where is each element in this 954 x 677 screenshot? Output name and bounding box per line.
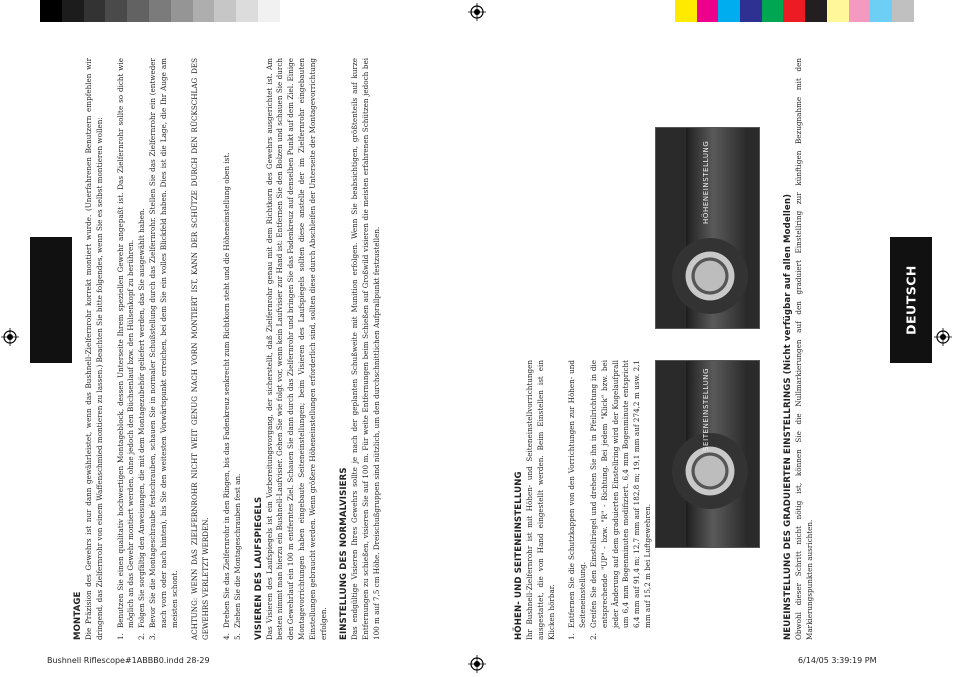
color-swatch bbox=[805, 0, 827, 22]
gray-swatch bbox=[62, 0, 84, 22]
normalvisier-text: Das endgültige Visieren Ihres Gewehrs sollte je nach der geplanten Schußweite mit Munition erfolgen. Wenn Sie beabsichtigen, größtenteils auf kurze Entfernungen zu schießen, visieren Sie auf 100 m. Für weite Entfernungen beim Schießen auf Großwild visieren die meisten erfahrenen Schützen jedoch bei 100 m auf 7,5 cm Höhe. Dreischußgruppen sind nützlich, um den durchschnittlichen Aufprallpunkt festzustellen. bbox=[350, 58, 381, 640]
graduierten-text: Obwohl dieser Schritt nicht nötig ist, können Sie die Nullmarkierungen auf den graduiert Einstellring zur künftigen Bezugnahme mit den Markierungspunkten ausrichten. bbox=[794, 58, 814, 640]
gray-swatch bbox=[193, 0, 215, 22]
registration-mark-icon bbox=[468, 655, 486, 673]
left-thumb-tab bbox=[30, 237, 72, 363]
list-item: 4. Drehen Sie das Zielfernrohr in den Ringen, bis das Fadenkreuz senkrecht zum Richtkorn steht und die Höheneinstellung oben ist. bbox=[221, 152, 231, 640]
language-tab bbox=[890, 237, 932, 363]
elevation-caption: HÖHENEINSTELLUNG bbox=[702, 140, 710, 224]
windage-turret-photo bbox=[655, 360, 760, 548]
elevation-knob-icon bbox=[672, 238, 748, 314]
laufspiegel-text: Das Visieren des Laufspiegels ist ein Vorbereitungsvorgang, der sicherstellt, daß Zielfernrohr genau mit dem Richtkorn des Gewehrs ausgerichtet ist. Am besten nimmt man hierzu ein Bushnell-Laufvisier. Gehen Sie wie folgt vor, wenn kein Laufvisier zur Hand ist: Entfernen Sie den Bolzen und schauen Sie durch den Gewehrlauf ein 100 m entferntes Ziel. Schauen Sie dann durch das Zielfernrohr und bringen Sie das Fadenkreuz auf denselben Punkt auf dem Ziel. Einige Montagevorrichtungen haben eingebaute Seiteneinstellungen; beim Visieren des Laufspiegels sollten diese anstelle der im Zielfernrohr eingebauten Einstellungen gebraucht werden. Wenn größere Höheneinstellungen erforderlich sind, sollten diese durch Abschleifen der Unterseite der Montagevorrichtung erfolgen. bbox=[264, 58, 328, 640]
list-item: 3. Bevor Sie die Montageschraube festschrauben, schauen Sie in normaler Schußstellung durch das Zielfernrohr. Stellen Sie das Zielfernrohr ein (entweder nach vorn oder nach hinten), bis Sie den weitesten Vorwärtspunkt erreichen, bei dem Sie ein volles Blickfeld haben. Dies ist die Lage, die Ihr Auge am meisten schont. bbox=[147, 58, 179, 640]
registration-mark-icon bbox=[934, 328, 952, 346]
graduierten-heading: NEUEINSTELLUNG DES GRADUIERTEN EINSTELLRINGS (Nicht verfügbar auf allen Modellen) bbox=[783, 193, 793, 640]
gray-swatch bbox=[84, 0, 106, 22]
cmyk-color-bar bbox=[675, 0, 914, 22]
color-swatch bbox=[718, 0, 740, 22]
gray-swatch bbox=[171, 0, 193, 22]
color-swatch bbox=[762, 0, 784, 22]
gray-swatch bbox=[214, 0, 236, 22]
gray-swatch bbox=[40, 0, 62, 22]
hoehen-intro: Ihr Bushnell-Zielfernrohr ist mit Höhen- und Seiteneinstellvorrichtungen ausgestattet, die von Hand eingestellt werden. Beim Einstellen ist ein Klicken hörbar. bbox=[525, 360, 556, 640]
color-swatch bbox=[675, 0, 697, 22]
footer-file-info: Bushnell Riflescope#1ABBB0.indd 28-29 bbox=[47, 656, 210, 665]
registration-mark-icon bbox=[1, 328, 19, 346]
montage-warning: ACHTUNG: WENN DAS ZIELFERNROHR NICHT WEIT GENUG NACH VORN MONTIERT IST, KANN DER SCHÜTZE DURCH DEN RÜCKSCHLAG DES GEWEHRS VERLETZT WERDEN. bbox=[190, 58, 211, 640]
laufspiegel-heading: VISIEREN DES LAUFSPIEGELS bbox=[253, 496, 264, 640]
gray-swatch bbox=[149, 0, 171, 22]
color-swatch bbox=[849, 0, 871, 22]
hoehen-section bbox=[514, 360, 654, 640]
windage-knob-icon bbox=[672, 433, 748, 509]
list-item: 5. Ziehen Sie die Montageschrauben fest an. bbox=[232, 473, 242, 640]
gray-swatch bbox=[236, 0, 258, 22]
montage-heading: MONTAGE bbox=[73, 591, 83, 640]
gray-swatch bbox=[127, 0, 149, 22]
color-swatch bbox=[870, 0, 892, 22]
grayscale-color-bar bbox=[40, 0, 280, 22]
elevation-turret-photo bbox=[655, 127, 760, 329]
list-item: 2. Folgen Sie sorgfältig den Anweisungen, die mit dem Montagezubehör geliefert werden, das Sie ausgewählt haben. bbox=[137, 208, 147, 640]
graduierten-section bbox=[783, 58, 816, 640]
hoehen-heading: HÖHEN- UND SEITENEINSTELLUNG bbox=[514, 471, 524, 640]
color-swatch bbox=[783, 0, 805, 22]
gray-swatch bbox=[105, 0, 127, 22]
footer-timestamp: 6/14/05 3:39:19 PM bbox=[798, 656, 877, 665]
color-swatch bbox=[892, 0, 914, 22]
color-swatch bbox=[827, 0, 849, 22]
registration-mark-icon bbox=[468, 3, 486, 21]
montage-intro: Die Präzision des Gewehrs ist nur dann gewährleistet, wenn das Bushnell-Zielfernrohr korrekt montiert wurde. (Unerfahrenen Benutzern empfehlen wir dringend, das Zielfernrohr von einem Waffenschmied montieren zu lassen.) Beachten Sie bitte folgendes, wenn Sie es selbst montieren wollen: bbox=[84, 58, 104, 640]
montage-section bbox=[73, 58, 383, 640]
list-item: 1. Benutzen Sie einen qualitativ hochwertigen Montageblock, dessen Unterseite Ihrem speziellen Gewehr angepaßt ist. Das Zielfernrohr sollte so dicht wie möglich an das Gewehr montiert werden, ohne jedoch den Büchsenlauf bzw. den Hülsenkopf zu berühren. bbox=[115, 58, 136, 640]
normalvisier-heading: EINSTELLUNG DES NORMALVISIERS bbox=[339, 467, 350, 640]
language-tab-label: DEUTSCH bbox=[903, 265, 919, 335]
color-swatch bbox=[740, 0, 762, 22]
gray-swatch bbox=[258, 0, 280, 22]
list-item: 1. Entfernen Sie die Schutzkappen von den Vorrichtungen zur Höhen- und Seiteneinstellung. bbox=[567, 360, 588, 640]
windage-caption: SEITENEINSTELLUNG bbox=[702, 367, 710, 451]
color-swatch bbox=[697, 0, 719, 22]
list-item: 2. Greifen Sie den Einstellriegel und drehen Sie ihn in Pfeilrichtung in die entsprechende "UP" - bzw. "R" - Richtung. Bei jedem "Klick" bzw. bei jeder Änderung auf dem graduierten Einstellring wird der Kugelaufprall um 6,4 mm Bogenminuten modifiziert. 6,4 mm Bogenminute entspricht 6,4 mm auf 91,4 m; 12,7 mm auf 182,8 m; 19,1 mm auf 274,2 m usw. 2,1 mm auf 15,2 m bei Luftgewehren. bbox=[588, 360, 652, 640]
